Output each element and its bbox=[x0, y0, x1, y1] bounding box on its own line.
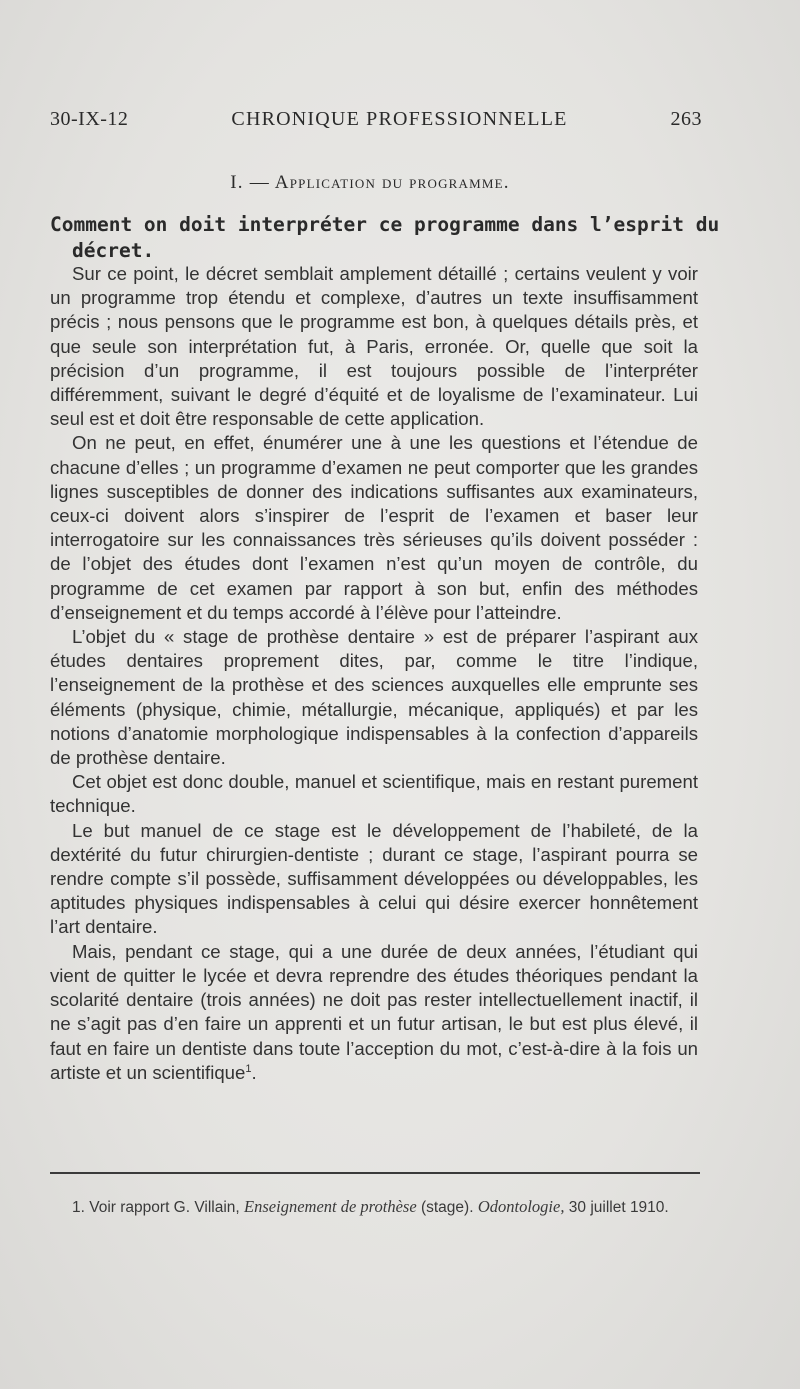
paragraph: L’objet du « stage de prothèse dentaire » est de préparer l’aspirant aux études dentaires proprement dites, par, comme le titre l’indique, l’enseignement de la prothèse et des sciences auxquelles elle emprunte ses éléments (physique, chimie, métallurgie, mécanique, appliqués) et par les notions d’anatomie morphologique indispensables à la confection d’appareils de prothèse dentaire. bbox=[50, 626, 698, 769]
paragraph: Le but manuel de ce stage est le développement de l’habileté, de la dextérité du futur chirurgien-dentiste ; durant ce stage, l’aspirant pourra se rendre compte s’il possède, suffisamment développées ou développables, les aptitudes physiques indispensables à celui qui désire exercer honnêtement l’art dentaire. bbox=[50, 819, 698, 938]
page-number: 263 bbox=[670, 108, 702, 130]
subheading: Comment on doit interpréter ce programme dans l’esprit du décret. bbox=[50, 213, 720, 262]
paragraph: Sur ce point, le décret semblait amplement détaillé ; certains veulent y voir un programme trop étendu et complexe, d’autres un texte insuffisamment précis ; nous pensons que le programme est bon, à quelques détails près, et que seule son interprétation fut, à Paris, erronée. Or, quelle que soit la précision d’un programme, il est toujours possible de l’interpréter différemment, suivant le degré d’équité et de loyalisme de l’examinateur. Lui seul est et doit être responsable de cette application. bbox=[50, 263, 698, 430]
footnote-date: 30 juillet 1910. bbox=[568, 1199, 669, 1216]
paragraph: Cet objet est donc double, manuel et scientifique, mais en restant purement technique. bbox=[50, 771, 698, 817]
header-date: 30-IX-12 bbox=[50, 108, 129, 130]
section-title: I. — Application du programme. bbox=[230, 172, 510, 193]
running-header bbox=[50, 108, 702, 131]
footnote-journal: Odontologie, bbox=[477, 1197, 565, 1216]
footnote-text: Voir rapport G. Villain, bbox=[89, 1199, 240, 1216]
footnote-title: Enseignement de prothèse bbox=[244, 1197, 417, 1216]
footnote-middle: (stage). bbox=[420, 1199, 474, 1216]
footnote-number: 1. bbox=[72, 1199, 85, 1216]
footnote-marker: 1 bbox=[245, 1062, 252, 1075]
header-title: CHRONIQUE PROFESSIONNELLE bbox=[231, 108, 568, 130]
footnote-divider bbox=[50, 1172, 700, 1174]
footnote bbox=[50, 1196, 698, 1219]
body-text bbox=[50, 262, 698, 1085]
paragraph-last: Mais, pendant ce stage, qui a une durée de deux années, l’étudiant qui vient de quitter le lycée et devra reprendre des études théoriques pendant la scolarité dentaire (trois années) ne doit pas rester intellectuellement inactif, il ne s’agit pas d’en faire un apprenti et un futur artisan, le but est plus élevé, il faut en faire un dentiste dans toute l’acception du mot, c’est-à-dire à la fois un artiste et un scientifique$^1$. bbox=[50, 940, 698, 1083]
paragraph: On ne peut, en effet, énumérer une à une les questions et l’étendue de chacune d’elles ; un programme d’examen ne peut comporter que les grandes lignes susceptibles de donner des indications suffisantes aux examinateurs, ceux-ci doivent alors s’inspirer de l’esprit de l’examen et baser leur interrogatoire sur les connaissances très sérieuses qu’ils doivent posséder : de l’objet des études dont l’examen n’est qu’un moyen de contrôle, du programme de cet examen par rapport à son but, enfin des méthodes d’enseignement et du temps accordé à l’élève pour l’atteindre. bbox=[50, 432, 698, 623]
paragraph-text: Mais, pendant ce stage, qui a une durée de deux années, l’étudiant qui vient de quitter le lycée et devra reprendre des études théoriques pendant la scolarité dentaire (trois années) ne doit pas rester intellectuellement inactif, il ne s’agit pas d’en faire un apprenti et un futur artisan, le but est plus élevé, il faut en faire un dentiste dans toute l’acception du mot, c’est-à-dire à la fois un artiste et un scientifique bbox=[50, 940, 698, 1083]
